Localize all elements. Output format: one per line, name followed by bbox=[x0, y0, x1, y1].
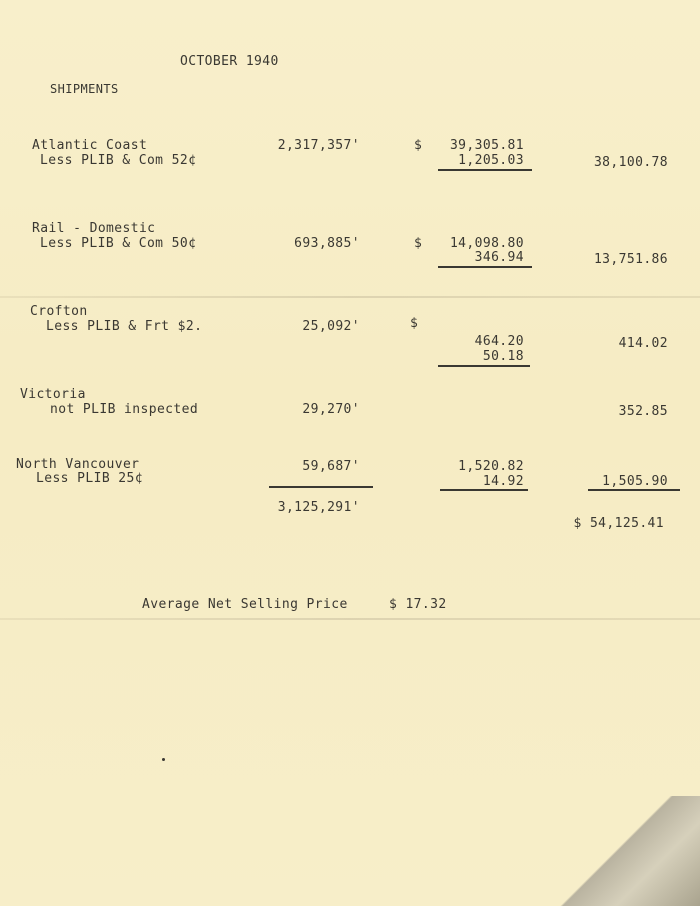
entry-detail: not PLIB inspected bbox=[50, 402, 199, 417]
entry-net: 352.85 bbox=[618, 404, 668, 419]
entry-net: 38,100.78 bbox=[593, 155, 668, 170]
entry-name: Rail - Domestic bbox=[32, 221, 156, 236]
entry-name: Crofton bbox=[30, 304, 88, 319]
entry-detail: Less PLIB 25¢ bbox=[36, 471, 143, 486]
entry-quantity: 693,885' bbox=[294, 236, 360, 251]
report-period: OCTOBER 1940 bbox=[180, 54, 279, 69]
summary-value: $ 17.32 bbox=[389, 597, 447, 612]
entry-detail: Less PLIB & Com 50¢ bbox=[40, 236, 197, 251]
entry-deduction: 50.18 bbox=[482, 349, 524, 364]
entry-name: Atlantic Coast bbox=[32, 138, 148, 153]
paper-speck bbox=[162, 758, 165, 761]
entry-deduction: 346.94 bbox=[474, 250, 524, 265]
entry-gross: 39,305.81 bbox=[449, 138, 524, 153]
paper-fold-line bbox=[0, 618, 700, 620]
underline bbox=[440, 489, 528, 491]
entry-quantity: 59,687' bbox=[302, 459, 360, 474]
entry-detail: Less PLIB & Frt $2. bbox=[46, 319, 203, 334]
summary-label: Average Net Selling Price bbox=[142, 597, 348, 612]
entry-quantity: 29,270' bbox=[302, 402, 360, 417]
entry-gross: 14,098.80 bbox=[449, 236, 524, 251]
entry-detail: Less PLIB & Com 52¢ bbox=[40, 153, 197, 168]
entry-gross: 1,520.82 bbox=[458, 459, 524, 474]
entry-deduction: 1,205.03 bbox=[458, 153, 524, 168]
dollar-sign: $ bbox=[414, 236, 423, 251]
dollar-sign: $ bbox=[410, 316, 419, 331]
total-net: $ 54,125.41 bbox=[573, 516, 664, 531]
underline bbox=[438, 266, 532, 268]
underline bbox=[438, 365, 530, 367]
underline bbox=[269, 486, 373, 488]
entry-net: 1,505.90 bbox=[602, 474, 668, 489]
dollar-sign: $ bbox=[414, 138, 423, 153]
entry-quantity: 25,092' bbox=[302, 319, 360, 334]
entry-net: 414.02 bbox=[618, 336, 668, 351]
underline bbox=[438, 169, 532, 171]
paper-fold-line bbox=[0, 296, 700, 298]
entry-name: Victoria bbox=[20, 387, 86, 402]
total-quantity: 3,125,291' bbox=[277, 500, 360, 515]
entry-net: 13,751.86 bbox=[593, 252, 668, 267]
entry-deduction: 14.92 bbox=[482, 474, 524, 489]
section-heading: SHIPMENTS bbox=[50, 82, 119, 96]
underline bbox=[588, 489, 680, 491]
entry-quantity: 2,317,357' bbox=[277, 138, 360, 153]
entry-name: North Vancouver bbox=[16, 457, 140, 472]
entry-gross: 464.20 bbox=[474, 334, 524, 349]
folded-corner bbox=[530, 796, 700, 906]
